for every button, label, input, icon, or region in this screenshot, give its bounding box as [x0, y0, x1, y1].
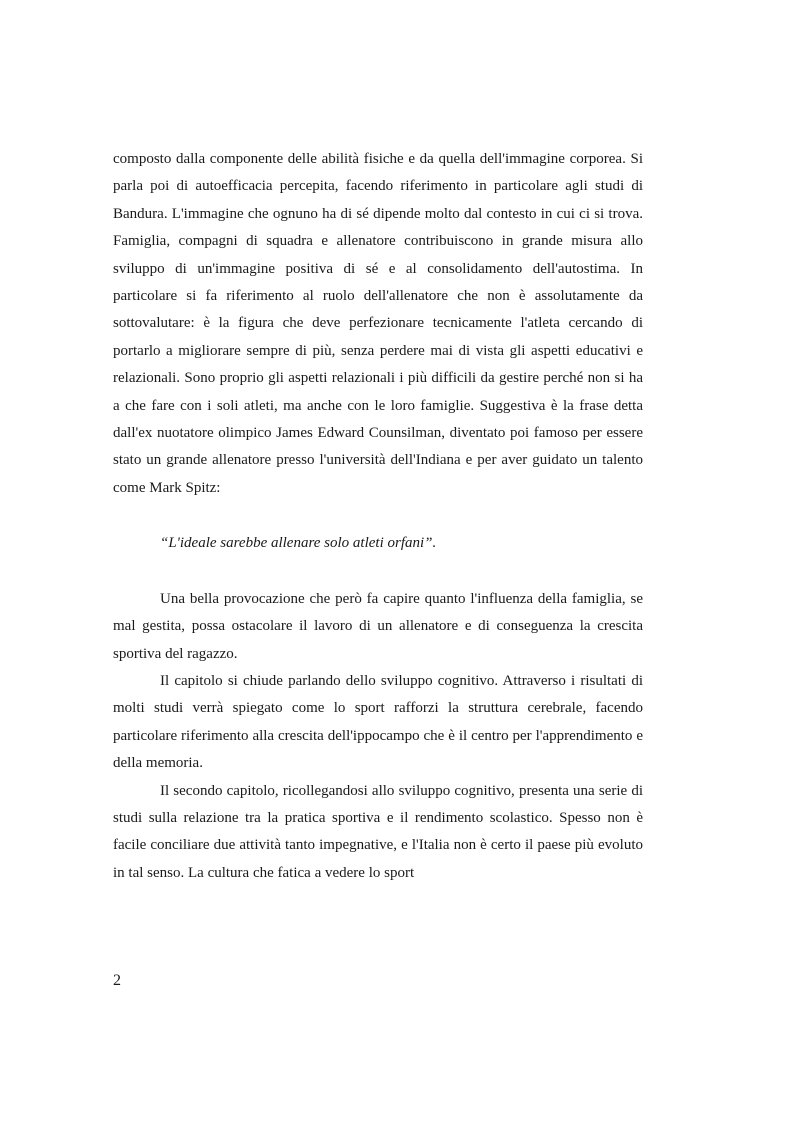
paragraph-continuation: composto dalla componente delle abilità fisiche e da quella dell'immagine corporea. Si parla poi di autoefficacia percepita, facendo riferimento in particolare agli studi di Bandura. L'immagine che ognuno ha di sé dipende molto dal contesto in cui ci si trova. Famiglia, compagni di squadra e allenatore contribuiscono in grande misura allo sviluppo di un'immagine positiva di sé e al consolidamento dell'autostima. In particolare si fa riferimento al ruolo dell'allenatore che non è assolutamente da sottovalutare: è la figura che deve perfezionare tecnicamente l'atleta cercando di portarlo a migliorare sempre di più, senza perdere mai di vista gli aspetti educativi e relazionali. Sono proprio gli aspetti relazionali i più difficili da gestire perché non si ha a che fare con i soli atleti, ma anche con le loro famiglie. Suggestiva è la frase detta dall'ex nuotatore olimpico James Edward Counsilman, diventato poi famoso per essere stato un grande allenatore presso l'università dell'Indiana e per aver guidato un talento come Mark Spitz: [113, 151, 643, 496]
quote-counsilman: “L'ideale sarebbe allenare solo atleti orfani”. [160, 535, 437, 552]
paragraph-provocation: Una bella provocazione che però fa capire quanto l'influenza della famiglia, se mal gestita, possa ostacolare il lavoro di un allenatore e di conseguenza la crescita sportiva del ragazzo. [113, 590, 643, 662]
paragraph-cognitive-development: Il capitolo si chiude parlando dello sviluppo cognitivo. Attraverso i risultati di molti studi verrà spiegato come lo sport rafforzi la struttura cerebrale, facendo particolare riferimento alla crescita dell'ippocampo che è il centro per l'apprendimento e della memoria. [113, 672, 643, 772]
page-number: 2 [113, 972, 121, 989]
page-body [113, 146, 643, 887]
paragraph-second-chapter: Il secondo capitolo, ricollegandosi allo sviluppo cognitivo, presenta una serie di studi sulla relazione tra la pratica sportiva e il rendimento scolastico. Spesso non è facile conciliare due attività tanto impegnative, e l'Italia non è certo il paese più evoluto in tal senso. La cultura che fatica a vedere lo sport [113, 782, 643, 881]
